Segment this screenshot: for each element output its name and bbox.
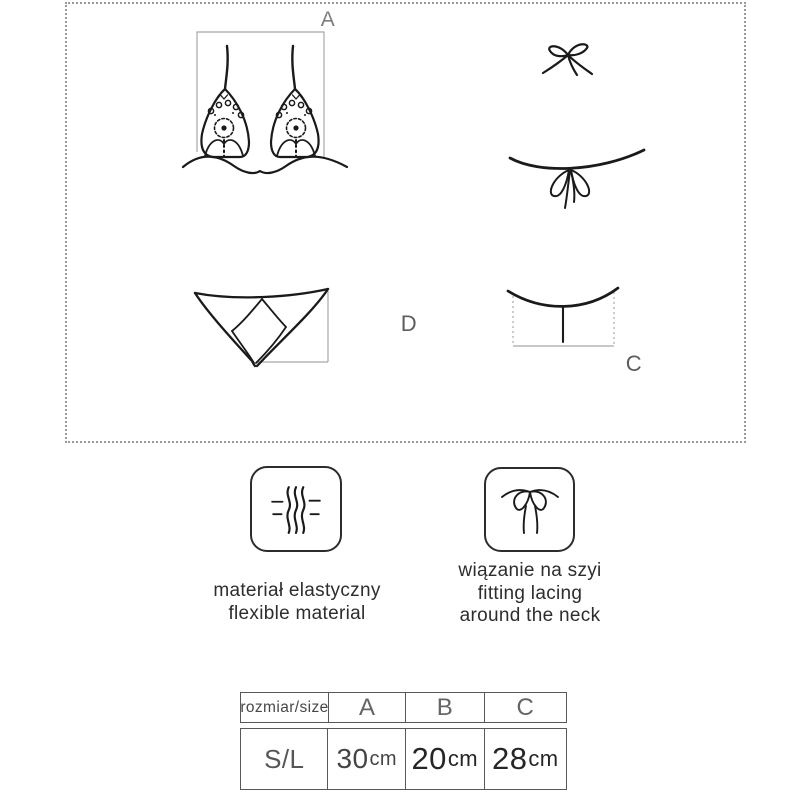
feature-lacing-line-en1: fitting lacing [477, 582, 583, 604]
size-table [240, 692, 567, 790]
measure-a-unit: cm [369, 747, 397, 770]
neck-tie-bow-drawing [535, 35, 607, 87]
neck-lacing-glyph [499, 480, 561, 540]
measure-b-unit: cm [447, 746, 478, 771]
measure-b-value: 20 [411, 741, 447, 776]
diagram-panel [65, 2, 746, 443]
feature-lacing-caption [428, 560, 632, 628]
feature-flexible-line-en: flexible material [228, 602, 366, 624]
size-table-data-row [240, 728, 567, 790]
feature-lacing-line-pl: wiązanie na szyi [458, 560, 602, 581]
wavy-lines-icon [250, 466, 342, 552]
wavy-lines-glyph [264, 480, 328, 538]
measure-c-value: 28 [492, 741, 528, 776]
measure-a-value: 30 [336, 743, 369, 774]
feature-lacing-line-en2: around the neck [459, 605, 601, 626]
feature-flexible-caption [168, 580, 426, 625]
header-size-label: rozmiar/size [240, 698, 329, 716]
cell-measure-a [327, 729, 405, 789]
neck-lacing-icon [484, 467, 575, 552]
measure-c-unit: cm [528, 746, 559, 771]
header-col-a: A [328, 693, 405, 722]
back-band-tie-drawing [494, 142, 654, 214]
cell-measure-b [405, 729, 484, 789]
bikini-top-drawing [180, 16, 350, 176]
header-col-b: B [405, 693, 483, 722]
measurement-d-label: D [400, 311, 418, 336]
back-band-drawing [502, 282, 624, 360]
header-col-c: C [484, 693, 566, 722]
measurement-c-label: C [625, 351, 643, 376]
size-table-header-row [240, 692, 567, 723]
cell-measure-c [484, 729, 567, 789]
cell-size: S/L [264, 743, 305, 774]
measurement-a-label: A [320, 8, 336, 31]
panties-drawing [192, 281, 342, 373]
feature-flexible-line-pl: materiał elastyczny [213, 580, 381, 601]
